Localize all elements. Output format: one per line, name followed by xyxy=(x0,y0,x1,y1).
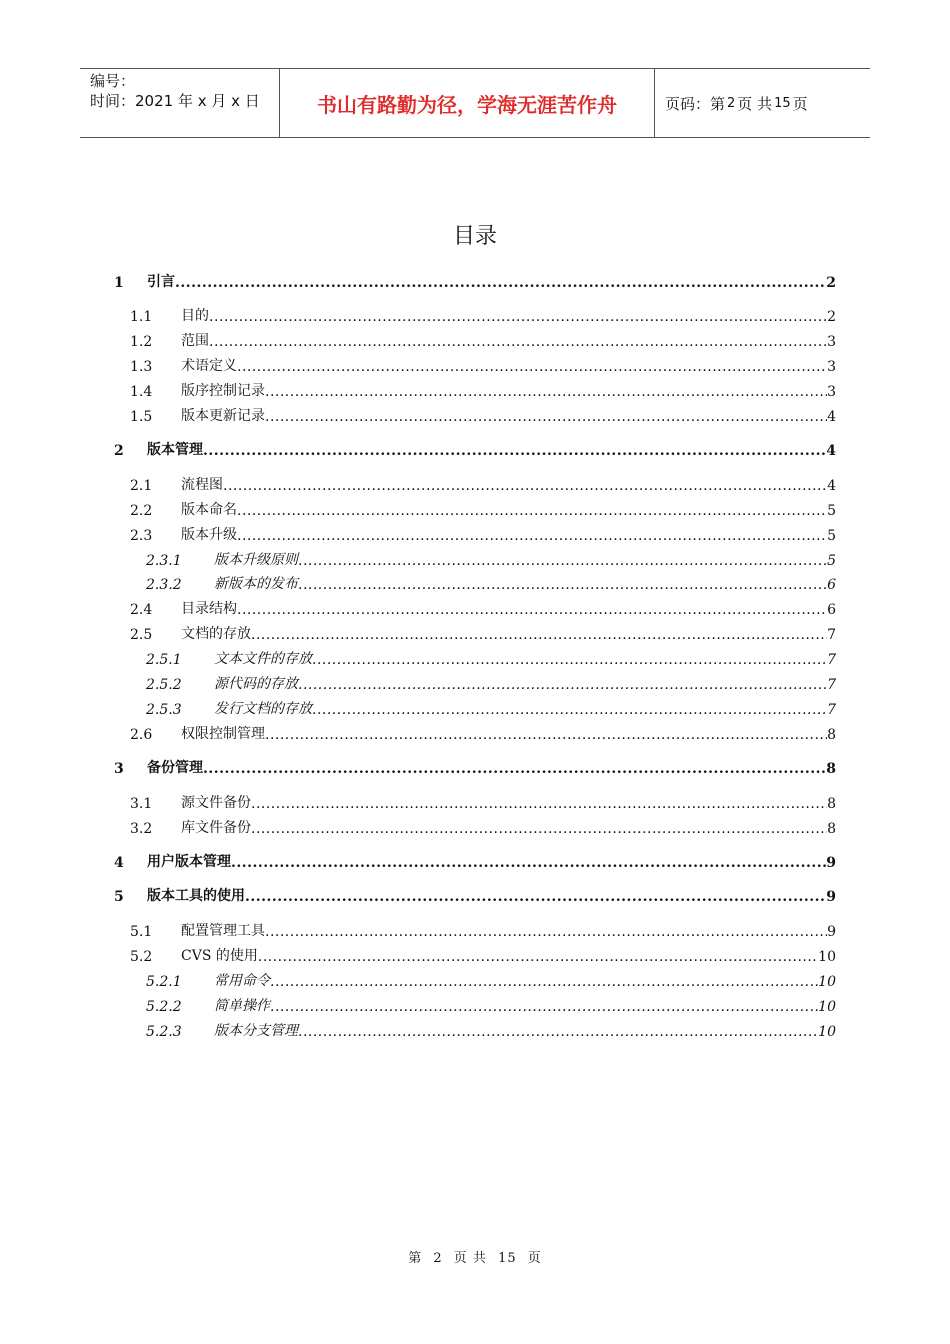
toc-entry[interactable] xyxy=(0,968,950,990)
toc-entry-number: 1.2 xyxy=(130,334,153,350)
toc-entry[interactable] xyxy=(0,547,950,569)
toc-entry-title: 目录结构 xyxy=(181,601,237,617)
toc-entry-number: 1.1 xyxy=(130,309,153,325)
toc-entry[interactable] xyxy=(0,755,950,777)
toc-leader-dots xyxy=(312,652,827,668)
toc-entry-page: 5 xyxy=(827,503,836,519)
toc-entry-number: 5.2.3 xyxy=(146,1024,182,1040)
toc-entry-title: 库文件备份 xyxy=(181,820,251,836)
toc-leader-dots xyxy=(270,974,818,990)
toc-entry[interactable] xyxy=(0,721,950,743)
toc-entry-page: 10 xyxy=(818,1024,836,1040)
toc-entry-title: 流程图 xyxy=(181,477,223,493)
toc-entry-title: 源文件备份 xyxy=(181,795,251,811)
toc-entry-title: 引言 xyxy=(147,274,175,290)
toc-leader-dots xyxy=(231,855,826,871)
toc-entry[interactable] xyxy=(0,993,950,1015)
toc-entry-page: 10 xyxy=(818,974,836,990)
toc-entry-line xyxy=(214,995,836,1015)
toc-entry-page: 3 xyxy=(827,359,836,375)
toc-entry-page: 8 xyxy=(827,727,836,743)
footer-current: 2 xyxy=(433,1251,443,1266)
toc-entry[interactable] xyxy=(0,849,950,871)
toc-entry-line xyxy=(214,673,836,693)
toc-entry[interactable] xyxy=(0,403,950,425)
header-meta xyxy=(80,69,280,137)
toc-entry-line xyxy=(181,380,836,400)
toc-leader-dots xyxy=(223,478,827,494)
toc-entry-title: 配置管理工具 xyxy=(181,923,265,939)
toc-entry-title: 目的 xyxy=(181,308,209,324)
toc-entry[interactable] xyxy=(0,883,950,905)
toc-entry-title: 版本升级 xyxy=(181,527,237,543)
toc-leader-dots xyxy=(175,275,826,291)
toc-leader-dots xyxy=(298,577,827,593)
header-page-current: 2 xyxy=(727,95,736,111)
toc-entry-number: 2.5.2 xyxy=(146,677,182,693)
toc-leader-dots xyxy=(237,602,827,618)
toc-entry-number: 2.5 xyxy=(130,627,153,643)
toc-entry-number: 2.2 xyxy=(130,503,153,519)
toc-entry-page: 5 xyxy=(827,528,836,544)
toc-entry-title: 版序控制记录 xyxy=(181,383,265,399)
document-header xyxy=(80,68,870,138)
toc-leader-dots xyxy=(298,1024,818,1040)
toc-entry-title: 范围 xyxy=(181,333,209,349)
toc-entry[interactable] xyxy=(0,815,950,837)
toc-entry-number: 2.5.3 xyxy=(146,702,182,718)
toc-entry-title: 备份管理 xyxy=(147,760,203,776)
toc-entry-title: 术语定义 xyxy=(181,358,237,374)
page-footer xyxy=(0,1247,950,1266)
toc-entry-page: 6 xyxy=(827,577,836,593)
toc-entry[interactable] xyxy=(0,269,950,291)
toc-entry-number: 1 xyxy=(114,275,124,291)
toc-entry[interactable] xyxy=(0,571,950,593)
toc-entry-line xyxy=(214,648,836,668)
header-page-suffix: 页 xyxy=(792,94,808,113)
toc-entry[interactable] xyxy=(0,437,950,459)
toc-entry[interactable] xyxy=(0,1018,950,1040)
toc-entry[interactable] xyxy=(0,472,950,494)
toc-entry-number: 2.3.2 xyxy=(146,577,182,593)
toc-entry-page: 9 xyxy=(826,889,836,905)
toc-entry-title: 版本命名 xyxy=(181,502,237,518)
toc-leader-dots xyxy=(203,761,826,777)
toc-entry-number: 1.4 xyxy=(130,384,153,400)
toc-entry-page: 3 xyxy=(827,334,836,350)
toc-entry-number: 5 xyxy=(114,889,124,905)
toc-entry-page: 6 xyxy=(827,602,836,618)
toc-title: 目录 xyxy=(452,224,497,249)
toc-entry-line xyxy=(214,573,836,593)
toc-leader-dots xyxy=(298,553,827,569)
toc-entry-line xyxy=(181,623,836,643)
toc-entry-title: 版本升级原则 xyxy=(214,552,298,568)
toc-entry-title: 权限控制管理 xyxy=(181,726,265,742)
toc-leader-dots xyxy=(251,796,827,812)
toc-entry-page: 10 xyxy=(818,999,836,1015)
toc-entry-page: 10 xyxy=(818,949,836,965)
toc-leader-dots xyxy=(270,999,818,1015)
toc-entry-number: 4 xyxy=(114,855,124,871)
toc-entry-title: 版本工具的使用 xyxy=(147,888,245,904)
header-page-total: 15 xyxy=(774,95,791,111)
toc-entry-number: 1.5 xyxy=(130,409,153,425)
header-number-label: 编号： xyxy=(90,72,136,90)
toc-entry-line xyxy=(181,945,836,965)
toc-entry[interactable] xyxy=(0,522,950,544)
toc-entry-number: 2.6 xyxy=(130,727,153,743)
header-page-prefix: 页码：第 xyxy=(665,94,726,113)
toc-entry[interactable] xyxy=(0,790,950,812)
toc-entry[interactable] xyxy=(0,671,950,693)
toc-entry-title: 版本分支管理 xyxy=(214,1023,298,1039)
toc-entry[interactable] xyxy=(0,303,950,325)
toc-entry-number: 2.1 xyxy=(130,478,153,494)
toc-entry-page: 8 xyxy=(827,821,836,837)
toc-leader-dots xyxy=(258,949,818,965)
toc-entry-line xyxy=(181,330,836,350)
toc-entry-number: 3 xyxy=(114,761,124,777)
toc-entry-line xyxy=(147,757,836,777)
toc-entry-title: 新版本的发布 xyxy=(214,576,298,592)
toc-entry[interactable] xyxy=(0,918,950,940)
toc-leader-dots xyxy=(265,924,827,940)
toc-leader-dots xyxy=(209,309,827,325)
toc-entry-title: 版本管理 xyxy=(147,442,203,458)
toc-entry-line xyxy=(181,499,836,519)
toc-entry-page: 9 xyxy=(826,855,836,871)
toc-entry-line xyxy=(181,598,836,618)
toc-entry-line xyxy=(214,1020,836,1040)
toc-entry-number: 2.3.1 xyxy=(146,553,182,569)
toc-entry-page: 7 xyxy=(827,652,836,668)
toc-entry-line xyxy=(147,439,836,459)
toc-entry-line xyxy=(214,549,836,569)
toc-leader-dots xyxy=(312,702,827,718)
header-page-mid: 页 共 xyxy=(737,94,773,113)
toc-entry-line xyxy=(147,851,836,871)
toc-entry-line xyxy=(147,885,836,905)
toc-entry-title: 常用命令 xyxy=(214,973,270,989)
toc-entry-number: 5.2.1 xyxy=(146,974,182,990)
toc-leader-dots xyxy=(251,821,827,837)
toc-entry-title: 源代码的存放 xyxy=(214,676,298,692)
header-time-label: 时间：2021 年 x 月 x 日 xyxy=(90,92,260,110)
toc-entry[interactable] xyxy=(0,646,950,668)
toc-entry-page: 2 xyxy=(826,275,836,291)
footer-mid: 页 共 xyxy=(453,1251,487,1266)
toc-leader-dots xyxy=(265,384,827,400)
toc-entry-number: 1.3 xyxy=(130,359,153,375)
toc-entry-number: 5.2 xyxy=(130,949,153,965)
toc-entry-line xyxy=(181,474,836,494)
toc-leader-dots xyxy=(245,889,826,905)
toc-entry-line xyxy=(147,271,836,291)
toc-entry-title: 发行文档的存放 xyxy=(214,701,312,717)
toc-entry-number: 5.1 xyxy=(130,924,153,940)
toc-entry-title: 文档的存放 xyxy=(181,626,251,642)
toc-entry-page: 7 xyxy=(827,627,836,643)
toc-entry-page: 4 xyxy=(827,409,836,425)
toc-leader-dots xyxy=(203,443,826,459)
toc-entry-line xyxy=(181,723,836,743)
toc-leader-dots xyxy=(265,727,827,743)
toc-entry-number: 3.2 xyxy=(130,821,153,837)
toc-entry[interactable] xyxy=(0,696,950,718)
toc-entry[interactable] xyxy=(0,328,950,350)
toc-leader-dots xyxy=(265,409,827,425)
toc-entry-title: 用户版本管理 xyxy=(147,854,231,870)
toc-entry-page: 7 xyxy=(827,702,836,718)
toc-entry-line xyxy=(181,792,836,812)
footer-total: 15 xyxy=(498,1251,517,1266)
toc-entry-page: 8 xyxy=(827,796,836,812)
toc-entry-title: CVS 的使用 xyxy=(181,948,258,964)
toc-entry-page: 2 xyxy=(827,309,836,325)
toc-entry-page: 8 xyxy=(826,761,836,777)
toc-entry-line xyxy=(181,355,836,375)
toc-entry-number: 2.4 xyxy=(130,602,153,618)
toc-entry-page: 5 xyxy=(827,553,836,569)
toc-leader-dots xyxy=(237,359,827,375)
toc-entry-page: 7 xyxy=(827,677,836,693)
toc-entry-title: 简单操作 xyxy=(214,998,270,1014)
toc-entry[interactable] xyxy=(0,378,950,400)
toc-entry-line xyxy=(214,698,836,718)
header-page-info xyxy=(655,69,870,137)
toc-entry[interactable] xyxy=(0,621,950,643)
toc-entry-line xyxy=(181,305,836,325)
toc-entry[interactable] xyxy=(0,596,950,618)
toc-entry-line xyxy=(214,970,836,990)
toc-entry-page: 9 xyxy=(827,924,836,940)
toc-entry-page: 4 xyxy=(827,478,836,494)
toc-entry-page: 3 xyxy=(827,384,836,400)
toc-entry-number: 2 xyxy=(114,443,124,459)
toc-entry-title: 文本文件的存放 xyxy=(214,651,312,667)
toc-entry-number: 5.2.2 xyxy=(146,999,182,1015)
footer-suffix: 页 xyxy=(527,1251,542,1266)
toc-leader-dots xyxy=(237,528,827,544)
toc-entry-line xyxy=(181,920,836,940)
toc-entry-line xyxy=(181,405,836,425)
toc-leader-dots xyxy=(237,503,827,519)
toc-leader-dots xyxy=(209,334,827,350)
toc-entry[interactable] xyxy=(0,943,950,965)
toc-entry-title: 版本更新记录 xyxy=(181,408,265,424)
toc-entry-line xyxy=(181,524,836,544)
toc-leader-dots xyxy=(251,627,827,643)
toc-entry[interactable] xyxy=(0,353,950,375)
toc-entry-page: 4 xyxy=(826,443,836,459)
toc-entry-number: 2.5.1 xyxy=(146,652,182,668)
toc-entry-line xyxy=(181,817,836,837)
header-motto: 书山有路勤为径，学海无涯苦作舟 xyxy=(280,69,655,137)
toc-leader-dots xyxy=(298,677,827,693)
toc-entry[interactable] xyxy=(0,497,950,519)
toc-entry-number: 2.3 xyxy=(130,528,153,544)
footer-prefix: 第 xyxy=(408,1251,423,1266)
toc-entry-number: 3.1 xyxy=(130,796,153,812)
